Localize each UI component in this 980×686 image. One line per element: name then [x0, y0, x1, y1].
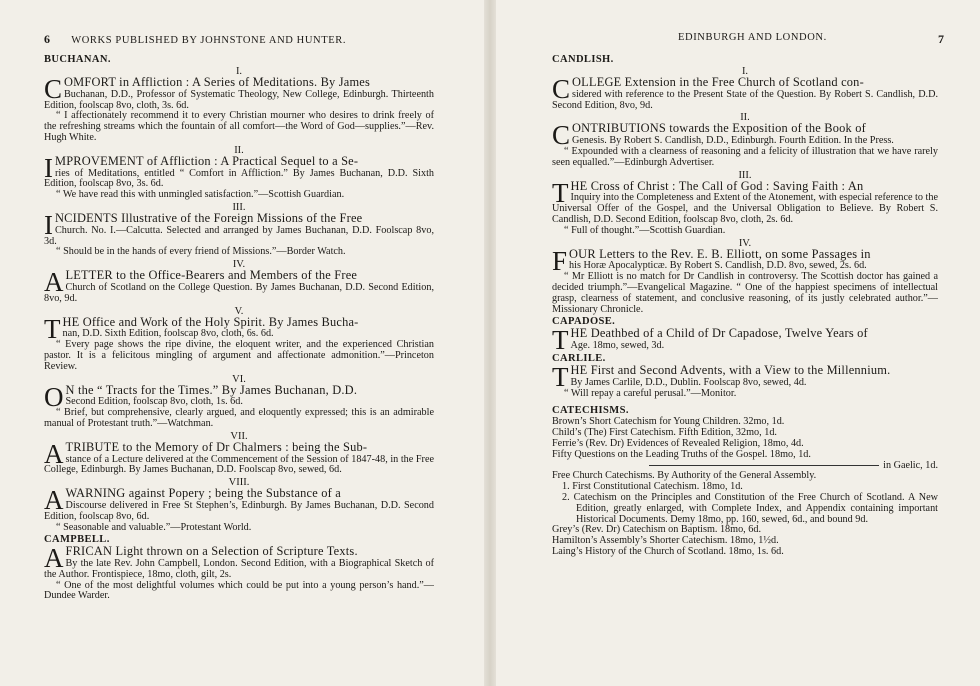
drop-cap: C: [552, 74, 571, 104]
entry-title: TRIBUTE to the Memory of Dr Chalmers : being the Sub-: [65, 439, 368, 454]
entry-number: IV.: [232, 259, 246, 271]
drop-cap: I: [44, 209, 53, 240]
entry-number: II.: [234, 144, 244, 156]
entry-number: III.: [738, 169, 752, 181]
entry-body: Age. 18mo, sewed, 3d.: [570, 340, 665, 352]
entry-title: OMFORT in Affliction : A Series of Meditations. By James: [64, 75, 371, 89]
left-running-head: [44, 32, 434, 47]
book-entry: [552, 177, 938, 237]
book-entry: [552, 120, 938, 168]
drop-cap: A: [44, 267, 64, 298]
review-quote: “ Seasonable and valuable.”—Protestant World.: [56, 521, 252, 533]
author-heading: CAMPBELL.: [44, 534, 110, 546]
entry-body: Church of Scotland on the College Question. By James Buchanan, D.D. Second Edition, 8vo, 9d.: [44, 281, 434, 304]
review-quote: “ Every page shows the ripe divine, the eloquent writer, and the experienced Christian pastor. It is a felicitous mingling of argument and affectionate admonition.”—Princeton Review.: [44, 339, 434, 372]
drop-cap: I: [44, 152, 53, 183]
entry-body: By James Carlile, D.D., Dublin. Foolscap 8vo, sewed, 4d.: [570, 376, 807, 388]
book-entry: [44, 209, 434, 258]
catechism-item: 1. First Constitutional Catechism. 18mo, 1d.: [562, 481, 743, 493]
entry-body: his Horæ Apocalypticæ. By Robert S. Candlish, D.D. 8vo, sewed, 2s. 6d.: [569, 260, 867, 272]
catechism-item: Child’s (The) First Catechism. Fifth Edition, 32mo, 1d.: [552, 427, 777, 439]
catechisms-section: [552, 405, 938, 557]
right-page: [494, 0, 980, 686]
book-entry: [44, 267, 434, 304]
book-entry: [552, 325, 938, 356]
entry-title: OUR Letters to the Rev. E. B. Elliott, on some Passages in: [569, 246, 871, 261]
drop-cap: F: [552, 245, 568, 276]
review-quote: “ Should be in the hands of every friend of Missions.”—Border Watch.: [56, 246, 346, 258]
review-quote: “ We have read this with unmingled satisfaction.”—Scottish Guardian.: [56, 189, 345, 201]
author-heading: CANDLISH.: [552, 54, 614, 65]
review-quote: “ Mr Elliott is no match for Dr Candlish in controversy. The Scottish doctor has gained a decided triumph.”—Evangelical Magazine. “ One of the happiest specimens of intellectual grasp, clearness of statement, and conclusive reasoning, of its justly celebrated author.”—Missionary Chronicle.: [552, 271, 938, 315]
catechism-item: Fifty Questions on the Leading Truths of the Gospel. 18mo, 1d.: [552, 448, 811, 460]
drop-cap: A: [44, 438, 64, 469]
entry-number: I.: [741, 66, 749, 77]
left-column: [44, 54, 434, 603]
entry-title: HE Cross of Christ : The Call of God : Saving Faith : An: [570, 178, 864, 193]
entry-title: FRICAN Light thrown on a Selection of Scripture Texts.: [65, 544, 358, 559]
catechism-item: Hamilton’s Assembly’s Shorter Catechism. 18mo, 1½d.: [552, 535, 779, 547]
entry-number: V.: [234, 305, 244, 317]
entry-body: Inquiry into the Completeness and Extent of the Atonement, with especial reference to the Universal Offer of the Gospel, and the Universal Obligation to Believe. By Robert S. Candlish, D.D. Second Edition, foolscap 8vo, cloth, 2s. 6d.: [552, 192, 938, 225]
entry-body: Discourse delivered in Free St Stephen’s, Edinburgh. By James Buchanan, D.D. Second Edition, foolscap 8vo, 6d.: [44, 499, 434, 522]
entry-title: NCIDENTS Illustrative of the Foreign Missions of the Free: [55, 210, 363, 225]
book-entry: [552, 361, 938, 399]
entry-body: stance of a Lecture delivered at the Commencement of the Session of 1847-48, in the Free College, Edinburgh. By James Buchanan, D.D. Foolscap 8vo, sewed, 6d.: [44, 453, 434, 476]
book-entry: [44, 438, 434, 476]
book-entry: [44, 543, 434, 602]
entry-body: Church. No. I.—Calcutta. Selected and arranged by James Buchanan, D.D. Foolscap 8vo, 3d.: [44, 224, 434, 247]
drop-cap: T: [552, 361, 569, 392]
review-quote: “ Will repay a careful perusal.”—Monitor.: [564, 387, 737, 399]
review-quote: “ Expounded with a clearness of reasoning and a felicity of illustration that we have rarely seen equalled.”—Edinburgh Advertiser.: [552, 145, 938, 168]
gaelic-line: in Gaelic, 1d.: [552, 461, 938, 472]
left-page-number: 6: [44, 32, 50, 46]
entry-number: I.: [235, 66, 243, 77]
book-entry: [44, 313, 434, 373]
entry-number: III.: [232, 201, 246, 213]
author-heading: CAPADOSE.: [552, 316, 616, 328]
tail-list: [552, 525, 938, 557]
drop-cap: C: [552, 120, 571, 151]
entry-number: IV.: [738, 237, 752, 249]
entry-body: Buchanan, D.D., Professor of Systematic Theology, New College, Edinburgh. Thirteenth Edition, foolscap 8vo, cloth, 3s. 6d.: [44, 88, 434, 111]
entry-title: WARNING against Popery ; being the Substance of a: [65, 486, 341, 501]
left-running-title: WORKS PUBLISHED BY JOHNSTONE AND HUNTER.: [71, 35, 347, 46]
entry-body: nan, D.D. Sixth Edition, foolscap 8vo, cloth, 6s. 6d.: [62, 328, 274, 340]
entry-body: ries of Meditations, entitled “ Comfort in Affliction.” By James Buchanan, D.D. Sixth Edition, foolscap 8vo, 3s. 6d.: [44, 167, 434, 190]
entry-title: HE First and Second Advents, with a View to the Millennium.: [570, 362, 891, 377]
catechism-item: Brown’s Short Catechism for Young Children. 32mo, 1d.: [552, 416, 785, 428]
entry-number: VII.: [230, 430, 248, 442]
book-entry: [44, 381, 434, 430]
review-quote: “ Brief, but comprehensive, clearly argued, and eloquently expressed; this is an admirable manual of Protestant truth.”—Watchman.: [44, 407, 434, 429]
right-column: [552, 54, 938, 558]
entry-title: LETTER to the Office-Bearers and Members of the Free: [65, 268, 358, 283]
entry-body: Genesis. By Robert S. Candlish, D.D., Edinburgh. Fourth Edition. In the Press.: [572, 135, 894, 147]
catechism-item: Ferrie’s (Rev. Dr) Evidences of Revealed Religion, 18mo, 4d.: [552, 437, 804, 449]
book-entry: [44, 152, 434, 201]
rule-line: [649, 465, 879, 466]
drop-cap: A: [44, 485, 64, 516]
entry-title: ONTRIBUTIONS towards the Exposition of the Book of: [572, 121, 866, 136]
catechism-item: Grey’s (Rev. Dr) Catechism on Baptism. 18mo, 6d.: [552, 524, 762, 536]
catechism-item: 2. Catechism on the Principles and Constitution of the Free Church of Scotland. A New Edition, greatly enlarged, with Complete Index, and Appendix containing important Historical Documents. Demy 18mo, pp. 160, sewed, 6d., and bound 9d.: [562, 491, 938, 525]
right-sections: [552, 54, 938, 399]
entry-title: HE Deathbed of a Child of Dr Capadose, Twelve Years of: [570, 326, 868, 341]
entry-body: Second Edition, foolscap 8vo, cloth, 1s. 6d.: [65, 396, 243, 408]
entry-body: sidered with reference to the Present State of the Question. By Robert S. Candlish, D.D. Second Edition, 8vo, 9d.: [552, 88, 938, 111]
review-quote: “ I affectionately recommend it to every Christian mourner who desires to drink freely of the refreshing streams which the fountain of all comfort—the Word of God—supplies.”—Rev. Hugh White.: [44, 110, 434, 143]
catechism-item: Laing’s History of the Church of Scotland. 18mo, 1s. 6d.: [552, 545, 784, 557]
drop-cap: T: [552, 177, 569, 208]
right-running-title: EDINBURGH AND LONDON.: [678, 32, 827, 43]
entry-number: VIII.: [228, 477, 250, 489]
right-page-number: 7: [938, 32, 944, 46]
book-entry: [44, 485, 434, 533]
review-quote: “ One of the most delightful volumes which could be put into a young person’s hand.”—Dundee Warder.: [44, 579, 434, 602]
drop-cap: O: [44, 381, 64, 412]
entry-number: VI.: [232, 373, 246, 385]
left-page: [0, 0, 486, 686]
book-entry: [552, 74, 938, 111]
catechisms-heading: CATECHISMS.: [552, 405, 629, 417]
author-heading: CARLILE.: [552, 352, 606, 364]
review-quote: “ Full of thought.”—Scottish Guardian.: [564, 224, 726, 236]
free-church-list: [552, 482, 938, 525]
entry-title: HE Office and Work of the Holy Spirit. By James Bucha-: [62, 314, 359, 329]
entry-title: MPROVEMENT of Affliction : A Practical Sequel to a Se-: [55, 153, 359, 168]
drop-cap: T: [44, 313, 61, 344]
book-entry: [44, 74, 434, 144]
entry-title: OLLEGE Extension in the Free Church of Scotland con-: [572, 75, 864, 89]
catechism-list: [552, 417, 938, 460]
entry-body: By the late Rev. John Campbell, London. Second Edition, with a Biographical Sketch of the Author. Frontispiece, 18mo, cloth, gilt, 2s.: [44, 558, 434, 580]
drop-cap: A: [44, 543, 64, 574]
book-entry: [552, 245, 938, 316]
free-church-title: Free Church Catechisms. By Authority of the General Assembly.: [552, 470, 817, 482]
drop-cap: C: [44, 74, 63, 104]
entry-number: II.: [740, 112, 750, 124]
drop-cap: T: [552, 325, 569, 356]
entry-title: N the “ Tracts for the Times.” By James Buchanan, D.D.: [65, 382, 358, 397]
author-heading: BUCHANAN.: [44, 54, 111, 65]
